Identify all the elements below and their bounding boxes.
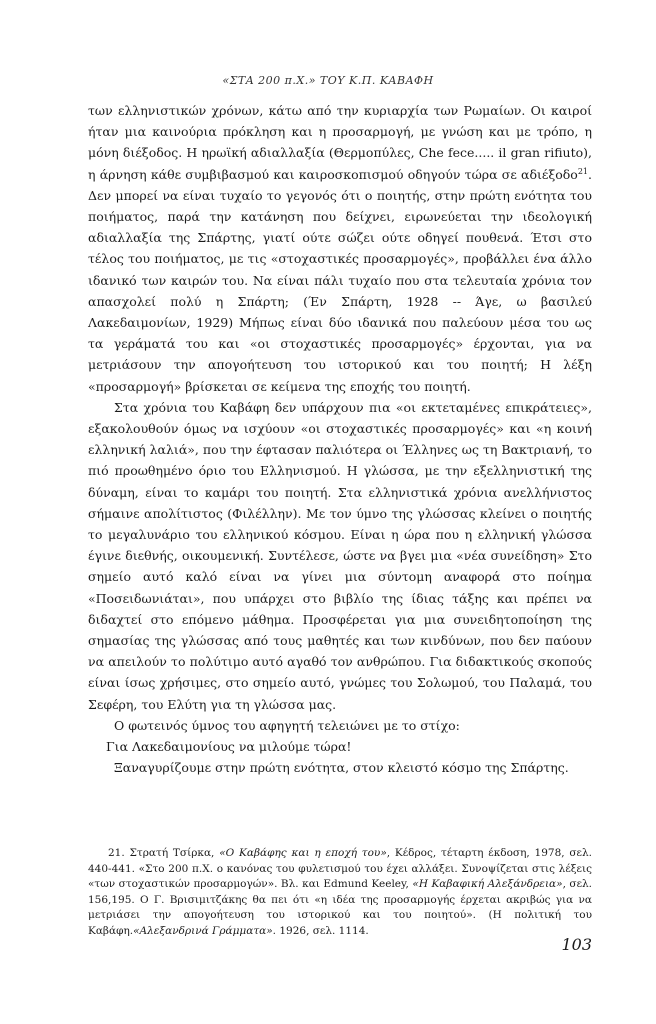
footnote-21 [88, 846, 592, 940]
running-header: «ΣΤΑ 200 π.Χ.» ΤΟΥ Κ.Π. ΚΑΒΑΦΗ [222, 74, 434, 87]
body-text [88, 100, 592, 779]
paragraph-2: Στα χρόνια του Καβάφη δεν υπάρχουν πια «οι εκτεταμένες επικράτειες», εξακολουθούν όμως να ισχύουν «οι στοχαστικές προσαρμογές» και «η κοινή ελληνική λαλιά», που την έφτασαν παλιότερα οι Έλληνες ως τη Βακτριανή, το πιό προωθημένο όριο του Ελληνισμού. Η γλώσσα, με την εξελληνιστική της δύναμη, είναι το καμάρι του ποιητή. Στα ελληνιστικά χρόνια ανελλήνιστος σήμαινε απολίτιστος (Φιλέλλην). Με τον ύμνο της γλώσσας κλείνει ο ποιητής το μεγαλυνάριο του ελληνικού κόσμου. Είναι η ώρα που η ελληνική γλώσσα έγινε διεθνής, οικουμενική. Συντέλεσε, ώστε να βγει μια «νέα συνείδηση» Στο σημείο αυτό καλό είναι να γίνει μια σύντομη αναφορά στο ποίημα «Ποσειδωνιάται», που υπάρχει στο βιβλίο της ίδιας τάξης και πρέπει να διδαχτεί στο επόμενο μάθημα. Προσφέρεται για μια συνειδητοποίηση της σημασίας της γλώσσας από τους μαθητές και των κινδύνων, που δεν παύουν να απειλούν το πολύτιμο αυτό αγαθό τον ανθρώπου. Για διδακτικούς σκοπούς είναι ίσως χρήσιμες, στο σημείο αυτό, γνώμες του Σολωμού, του Παλαμά, του Σεφέρη, του Ελύτη για τη γλώσσα μας. [88, 399, 592, 712]
page-number: 103 [561, 935, 592, 954]
verse-line: Για Λακεδαιμονίους να μιλούμε τώρα! [106, 739, 352, 755]
closing-line: Ξαναγυρίζουμε στην πρώτη ενότητα, στον κλειστό κόσμο της Σπάρτης. [114, 760, 569, 776]
footnote-title: «Αλεξανδρινά Γράμματα» [133, 924, 273, 937]
footnote-part: , Κέδρος, τέταρτη έκδοση, 1978, σελ. 440-441. «Στο 200 π.Χ. ο κανόνας του φυλετισμού του έχει αλλάξει. Συνοψίζεται στις λέξεις «των στοχαστικών προσαρμογών». Βλ. και Edmund Keeley, [88, 847, 592, 891]
footnote-part: 21. Στρατή Τσίρκα, [108, 847, 220, 859]
footnote-ref-21: 21 [577, 166, 589, 176]
paragraph-1-text-cont: . Δεν μπορεί να είναι τυχαίο το γεγονός ότι ο ποιητής, στην πρώτη ενότητα του ποιήματος, παρά την κατάνηση που δείχνει, ειρωνεύεται την ιδεολογική αδιαλλαξία της Σπάρτης, γιατί ούτε σώζει ούτε οδηγεί πουθενά. Έτσι στο τέλος του ποιήματος, με τις «στοχαστικές προσαρμογές», προβάλλει ένα άλλο ιδανικό των καιρών του. Να είναι πάλι τυχαίο που στα τελευταία χρόνια τον απασχολεί πολύ η Σπάρτη; (Έν Σπάρτη, 1928 -- Άγε, ω βασιλεύ Λακεδαιμονίων, 1929) Μήπως είναι δύο ιδανικά που παλεύουν μέσα του ως τα γεράματά του και «οι στοχαστικές προσαρμογές» έρχονται, για να μετριάσουν την απογοήτευση του ιστορικού και του ποιητή; Η λέξη «προσαρμογή» βρίσκεται σε κείμενα της εποχής του ποιητή. [88, 166, 592, 394]
paragraph-1-text: των ελληνιστικών χρόνων, κάτω από την κυριαρχία των Ρωμαίων. Οι καιροί ήταν μια καινούρια πρόκληση και η προσαρμογή, με γνώση και με τρόπο, η μόνη διέξοδος. Η ηρωϊκή αδιαλλαξία (Θερμοπύλες, Che fece..... il gran rifiuto), η άρνηση κάθε συμβιβασμού και καιροσκοπισμού οδηγούν τώρα σε αδιέξοδο [88, 103, 592, 182]
footnote-title: «Ο Καβάφης και η εποχή του» [219, 847, 387, 859]
footnote-title: «Η Καβαφική Αλεξάνδρεια» [412, 878, 563, 891]
paragraph-3: Ο φωτεινός ύμνος του αφηγητή τελειώνει με το στίχο: [114, 717, 460, 733]
footnote-part: , σελ. 156,195. Ο Γ. Βρισιμιτζάκης θα πει ότι «η ιδέα της προσαρμογής έρχεται ακριβώς για να μετριάσει την απογοήτευση του ιστορικού και του ποιητού». (Η πολιτική του Καβάφη. [88, 878, 592, 937]
footnote-part: . 1926, σελ. 1114. [272, 924, 369, 937]
footnote-text [88, 846, 592, 940]
paragraph-1 [88, 100, 592, 397]
